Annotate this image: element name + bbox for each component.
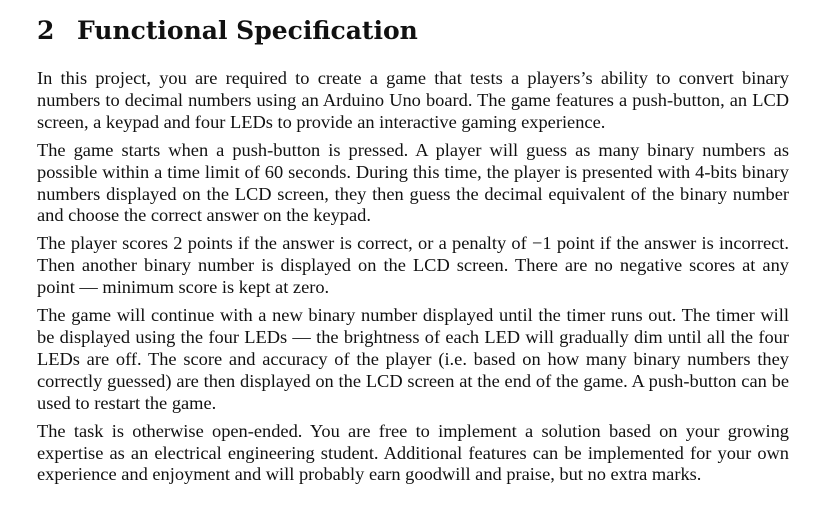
- section-number: 2: [37, 16, 55, 45]
- paragraph-game-start: The game starts when a push-button is pressed. A player will guess as many binary numbers as possible within a time limit of 60 seconds. During this time, the player is presented with 4-bits binary numbers displayed on the LCD screen, they then guess the decimal equivalent of the binary number and choose the correct answer on the keypad.: [37, 139, 789, 226]
- paragraph-open-ended: The task is otherwise open-ended. You are free to implement a solution based on your growing expertise as an electrical engineering student. Additional features can be implemented for your own experience and enjoyment and will probably earn goodwill and praise, but no extra marks.: [37, 420, 789, 485]
- document-page: [37, 14, 789, 492]
- paragraph-scoring: The player scores 2 points if the answer is correct, or a penalty of −1 point if the answer is incorrect. Then another binary number is displayed on the LCD screen. There are no negative scores at any point — minimum score is kept at zero.: [37, 233, 789, 298]
- paragraph-timer: The game will continue with a new binary number displayed until the timer runs out. The timer will be displayed using the four LEDs — the brightness of each LED will gradually dim until all the four LEDs are off. The score and accuracy of the player (i.e. based on how many binary numbers they correctly guessed) are then displayed on the LCD screen at the end of the game. A push-button can be used to restart the game.: [37, 305, 789, 413]
- section-title: Functional Specification: [77, 16, 418, 45]
- paragraph-intro: In this project, you are required to create a game that tests a players’s ability to convert binary numbers to decimal numbers using an Arduino Uno board. The game features a push-button, an LCD screen, a keypad and four LEDs to provide an interactive gaming experience.: [37, 68, 789, 132]
- section-heading: [37, 14, 789, 48]
